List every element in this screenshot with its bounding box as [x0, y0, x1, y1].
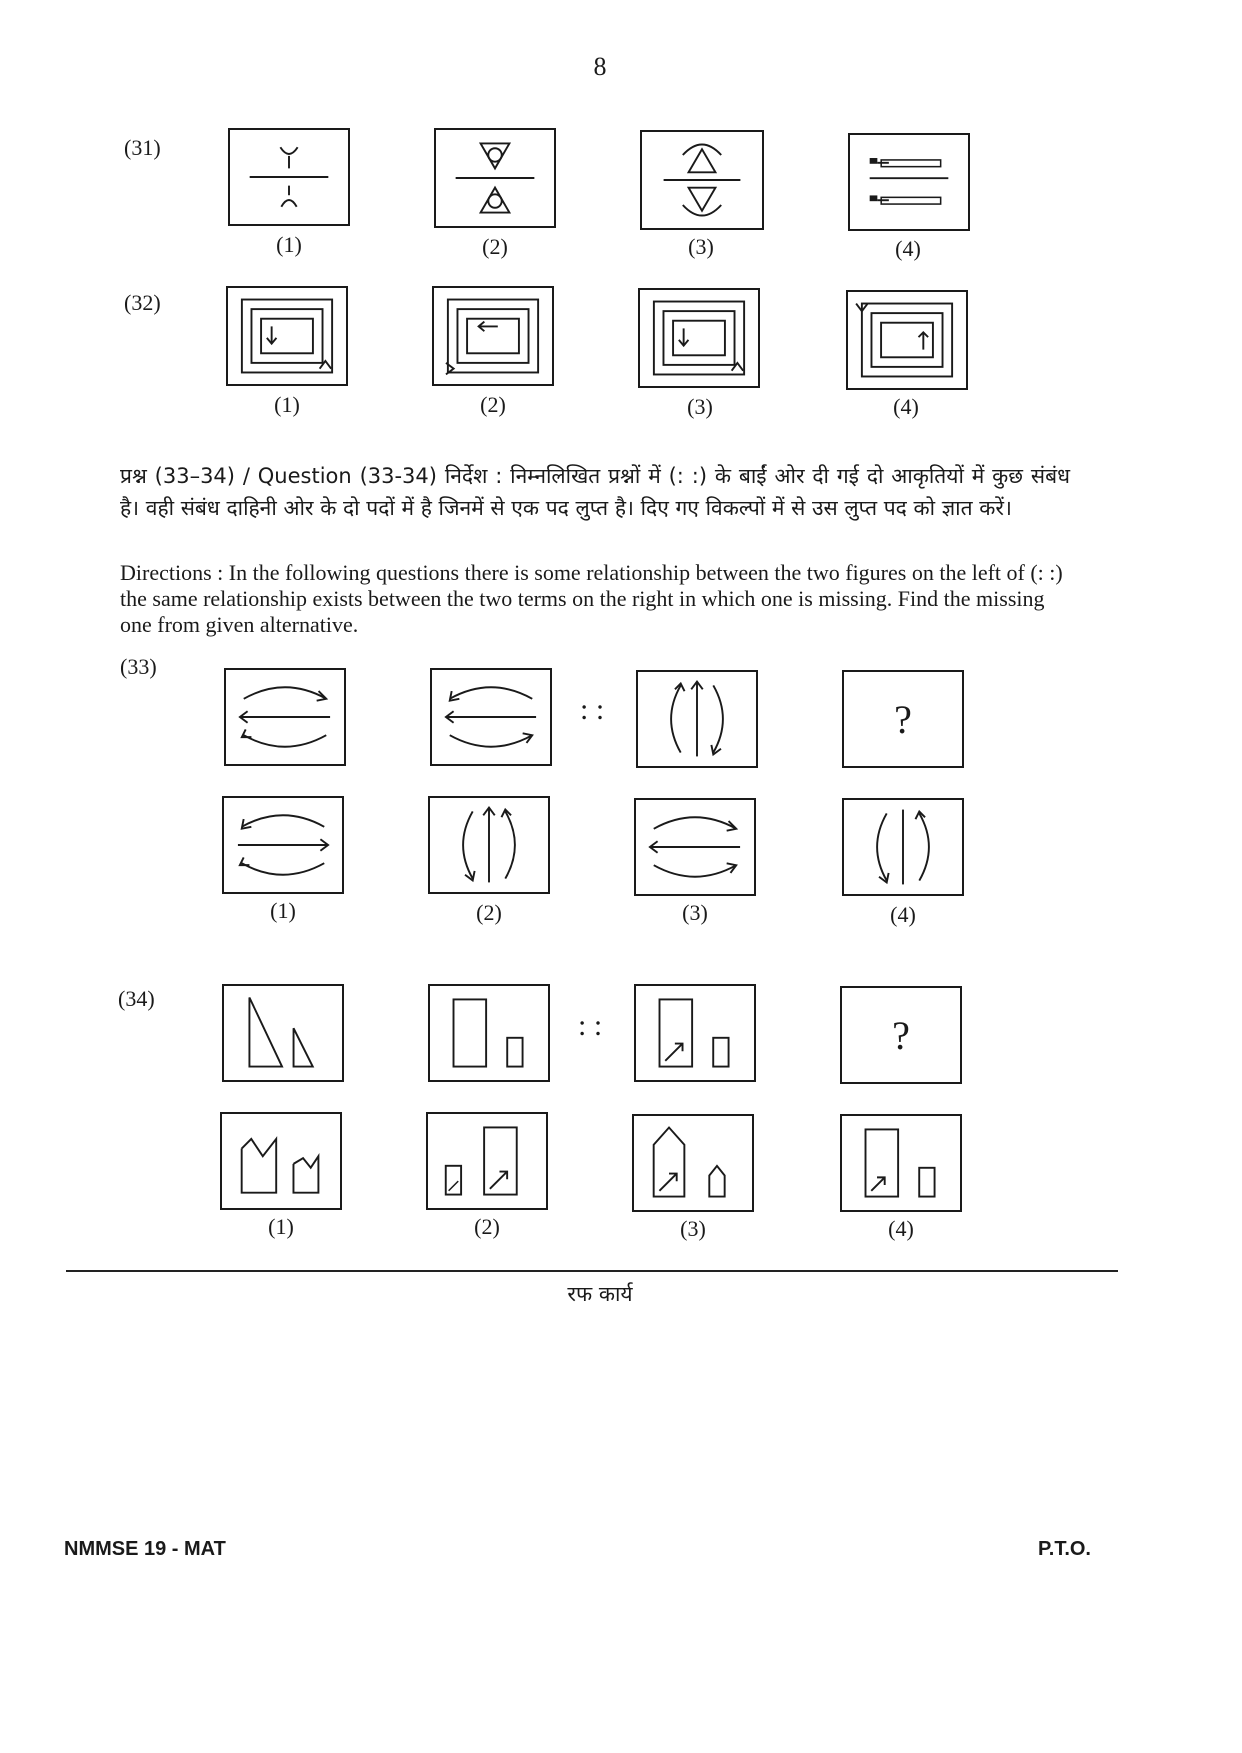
q32-opt2-drawing — [434, 288, 552, 384]
question-32-number: (32) — [124, 290, 161, 315]
q31-option-4-label: (4) — [895, 236, 921, 261]
q33-opt3-drawing — [636, 800, 754, 894]
q34-fig2-drawing — [430, 986, 548, 1080]
q34-opt1-drawing — [222, 1114, 340, 1208]
q33-problem-figure-2 — [430, 668, 552, 766]
q34-option-4-label: (4) — [888, 1216, 914, 1241]
q32-option-2-label: (2) — [480, 392, 506, 417]
q31-opt4-drawing — [850, 135, 968, 229]
q34-problem-figure-3 — [634, 984, 756, 1082]
q33-option-3-label: (3) — [682, 900, 708, 925]
q31-option-3-figure[interactable] — [640, 130, 764, 230]
q33-missing-figure — [842, 670, 964, 768]
q32-option-4-label: (4) — [893, 394, 919, 419]
q33-analogy-separator: : : — [580, 693, 605, 726]
q33-option-1-label: (1) — [270, 898, 296, 923]
q32-option-1-figure[interactable] — [226, 286, 348, 386]
q33-option-3-figure[interactable] — [634, 798, 756, 896]
q33-problem-figure-3 — [636, 670, 758, 768]
q31-option-1-figure[interactable] — [228, 128, 350, 226]
q33-fig1-drawing — [226, 670, 344, 764]
q34-fig1-drawing — [224, 986, 342, 1080]
q33-opt2-drawing — [430, 798, 548, 892]
q34-question-mark: ? — [892, 1012, 910, 1058]
q33-opt4-drawing — [844, 800, 962, 894]
q32-option-3-label: (3) — [687, 394, 713, 419]
rough-work-label: रफ कार्य — [567, 1282, 633, 1306]
question-33-number: (33) — [120, 654, 157, 679]
page-number: 8 — [593, 52, 607, 81]
q33-opt1-drawing — [224, 798, 342, 892]
q33-fig3-drawing — [638, 672, 756, 766]
q34-option-2-figure[interactable] — [426, 1112, 548, 1210]
q34-analogy-separator: : : — [578, 1009, 603, 1042]
q33-question-mark: ? — [894, 696, 912, 742]
q34-fig3-drawing — [636, 986, 754, 1080]
q32-opt3-drawing — [640, 290, 758, 386]
q31-option-1-label: (1) — [276, 232, 302, 257]
q34-opt3-drawing — [634, 1116, 752, 1210]
q34-option-4-figure[interactable] — [840, 1114, 962, 1212]
q34-problem-figure-2 — [428, 984, 550, 1082]
q32-opt1-drawing — [228, 288, 346, 384]
q33-problem-figure-1 — [224, 668, 346, 766]
q34-opt4-drawing — [842, 1116, 960, 1210]
q32-option-3-figure[interactable] — [638, 288, 760, 388]
q33-option-4-figure[interactable] — [842, 798, 964, 896]
q34-option-2-label: (2) — [474, 1214, 500, 1239]
rough-work-divider — [66, 1270, 1118, 1272]
q32-option-1-label: (1) — [274, 392, 300, 417]
q34-option-1-figure[interactable] — [220, 1112, 342, 1210]
footer-exam-code: NMMSE 19 - MAT — [64, 1538, 226, 1560]
q31-option-2-figure[interactable] — [434, 128, 556, 228]
q34-option-1-label: (1) — [268, 1214, 294, 1239]
q31-option-4-figure[interactable] — [848, 133, 970, 231]
q34-opt2-drawing — [428, 1114, 546, 1208]
q31-opt1-drawing — [230, 130, 348, 224]
q33-fig2-drawing — [432, 670, 550, 764]
q34-missing-figure — [840, 986, 962, 1084]
q33-option-1-figure[interactable] — [222, 796, 344, 894]
q33-option-2-figure[interactable] — [428, 796, 550, 894]
q33-option-4-label: (4) — [890, 902, 916, 927]
q32-option-4-figure[interactable] — [846, 290, 968, 390]
q31-option-3-label: (3) — [688, 234, 714, 259]
directions-english: Directions : In the following questions there is some relationship between the two figures on the left of (: :) the same relationship exists between the two terms on the right in which one is missing. Find the missing one from given alternative. — [120, 560, 1063, 637]
q33-option-2-label: (2) — [476, 900, 502, 925]
question-31-number: (31) — [124, 135, 161, 160]
q31-option-2-label: (2) — [482, 234, 508, 259]
q32-option-2-figure[interactable] — [432, 286, 554, 386]
q31-opt2-drawing — [436, 130, 554, 226]
directions-hindi: प्रश्न (33–34) / Question (33-34) निर्देश : निम्नलिखित प्रश्नों में (: :) के बाईं ओर दी गई दो आकृतियों में कुछ संबंध है। वही संबंध दाहिनी ओर के दो पदों में है जिनमें से एक पद लुप्त है। दिए गए विकल्पों में से उस लुप्त पद को ज्ञात करें। — [120, 464, 1070, 520]
q32-opt4-drawing — [848, 292, 966, 388]
q34-problem-figure-1 — [222, 984, 344, 1082]
q31-opt3-drawing — [642, 132, 762, 228]
question-34-number: (34) — [118, 986, 155, 1011]
footer-pto: P.T.O. — [1038, 1538, 1091, 1560]
q34-option-3-figure[interactable] — [632, 1114, 754, 1212]
q34-option-3-label: (3) — [680, 1216, 706, 1241]
